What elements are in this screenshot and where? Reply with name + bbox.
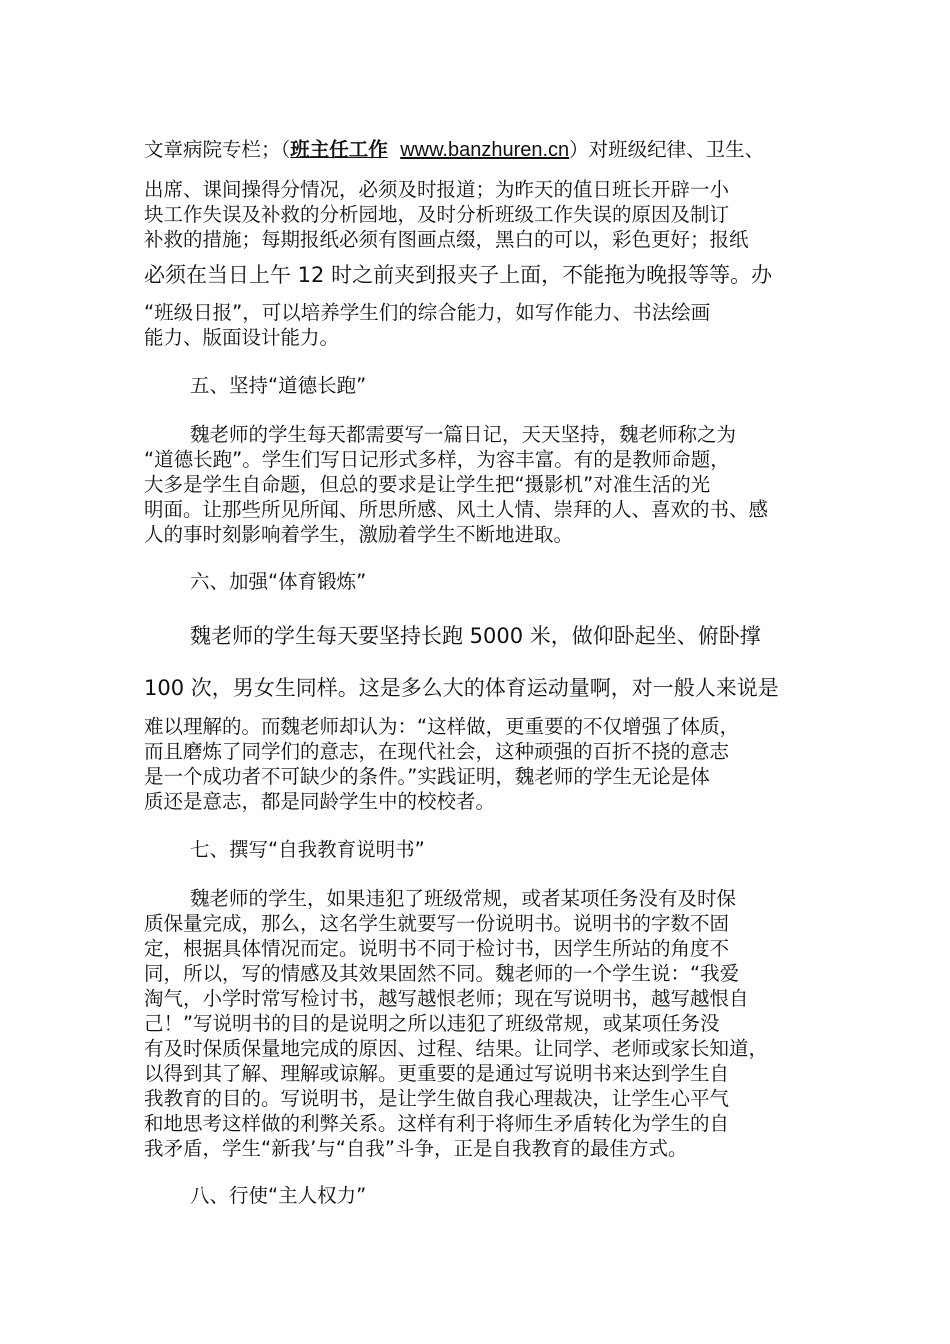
section-heading-5: 五、坚持“道德长跑” [190, 374, 367, 397]
section-heading-7: 七、撰写“自我教育说明书” [190, 838, 425, 861]
intro-line: “班级日报”，可以培养学生们的综合能力，如写作能力、书法绘画 [144, 301, 711, 324]
section7-line: 和地思考这样做的利弊关系。这样有利于将师生矛盾转化为学生的自 [144, 1112, 730, 1135]
intro-line-1 [144, 136, 764, 164]
intro-line-1-prefix: 文章病院专栏；（ [144, 138, 291, 161]
section7-line: 以得到其了解、理解或谅解。更重要的是通过写说明书来达到学生自 [144, 1062, 730, 1085]
section6-line: 魏老师的学生每天要坚持长跑 5000 米，做仰卧起坐、俯卧撑 [190, 624, 761, 648]
section5-line: 人的事时刻影响着学生，激励着学生不断地进取。 [144, 523, 574, 546]
section7-line: 淘气，小学时常写检讨书，越写越恨老师；现在写说明书，越写越恨自 [144, 987, 749, 1010]
section6-line: 100 次，男女生同样。这是多么大的体育运动量啊，对一般人来说是 [144, 676, 779, 700]
section-heading-8: 八、行使“主人权力” [190, 1184, 367, 1207]
section7-line: 我教育的目的。写说明书，是让学生做自我心理裁决，让学生心平气 [144, 1087, 730, 1110]
section5-line: 魏老师的学生每天都需要写一篇日记，天天坚持，魏老师称之为 [190, 423, 737, 446]
section5-line: 明面。让那些所见所闻、所思所感、风土人情、崇拜的人、喜欢的书、感 [144, 498, 769, 521]
section6-line: 难以理解的。而魏老师却认为：“这样做，更重要的不仅增强了体质， [144, 715, 740, 738]
intro-line: 能力、版面设计能力。 [144, 326, 340, 349]
site-name-link[interactable]: 班主任工作 [290, 138, 388, 161]
section7-line: 有及时保质保量地完成的原因、过程、结果。让同学、老师或家长知道， [144, 1037, 769, 1060]
intro-line-1-suffix: ）对班级纪律、卫生、 [569, 138, 765, 161]
site-url-link[interactable]: www.banzhuren.cn [400, 139, 570, 161]
section7-line: 魏老师的学生，如果违犯了班级常规，或者某项任务没有及时保 [190, 887, 737, 910]
section6-line: 是一个成功者不可缺少的条件。”实践证明，魏老师的学生无论是体 [144, 765, 710, 788]
section7-line: 质保量完成，那么，这名学生就要写一份说明书。说明书的字数不固 [144, 912, 730, 935]
section5-line: “道德长跑”。学生们写日记形式多样，为容丰富。有的是教师命题， [144, 448, 730, 471]
section6-line: 而且磨炼了同学们的意志，在现代社会，这种顽强的百折不挠的意志 [144, 740, 730, 763]
section7-line: 我矛盾，学生“新我’与“自我”斗争，正是自我教育的最佳方式。 [144, 1137, 688, 1160]
section6-line: 质还是意志，都是同龄学生中的校校者。 [144, 790, 496, 813]
section-heading-6: 六、加强“体育锻炼” [190, 570, 367, 593]
section7-line: 定，根据具体情况而定。说明书不同于检讨书，因学生所站的角度不 [144, 937, 730, 960]
intro-line: 块工作失误及补救的分析园地，及时分析班级工作失误的原因及制订 [144, 203, 730, 226]
intro-line: 出席、课间操得分情况，必须及时报道；为昨天的值日班长开辟一小 [144, 178, 730, 201]
intro-line: 必须在当日上午 12 时之前夹到报夹子上面，不能拖为晚报等等。办 [144, 263, 773, 287]
section5-line: 大多是学生自命题，但总的要求是让学生把“摄影机”对准生活的光 [144, 473, 711, 496]
intro-line: 补救的措施；每期报纸必须有图画点缀，黑白的可以，彩色更好；报纸 [144, 228, 749, 251]
section7-line: 己！”写说明书的目的是说明之所以违犯了班级常规，或某项任务没 [144, 1012, 720, 1035]
section7-line: 同，所以，写的情感及其效果固然不同。魏老师的一个学生说：“我爱 [144, 962, 740, 985]
